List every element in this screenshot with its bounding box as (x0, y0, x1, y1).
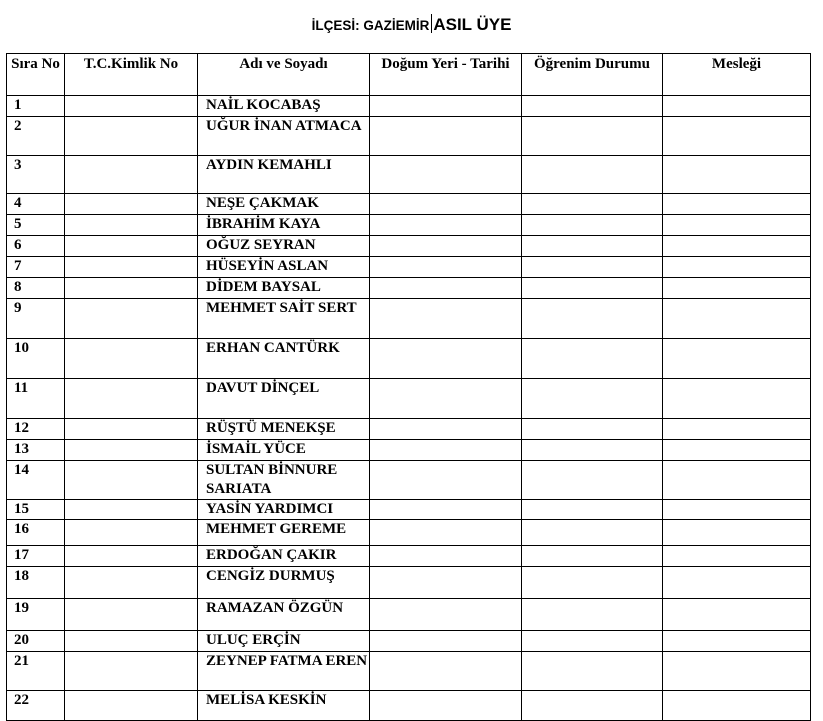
row-number: 11 (7, 379, 65, 419)
education-cell (522, 599, 663, 631)
education-cell (522, 156, 663, 194)
tc-kimlik-cell (65, 156, 198, 194)
row-number: 19 (7, 599, 65, 631)
full-name-cell: MEHMET SAİT SERT (198, 299, 370, 339)
birth-place-date-cell (370, 567, 522, 599)
tc-kimlik-cell (65, 215, 198, 236)
tc-kimlik-cell (65, 652, 198, 691)
table-row (7, 156, 811, 194)
occupation-cell (663, 440, 811, 461)
table-row (7, 278, 811, 299)
column-header-meslegi: Mesleği (663, 54, 811, 96)
education-cell (522, 419, 663, 440)
district-label: İLÇESİ: GAZİEMİR (311, 18, 430, 33)
birth-place-date-cell (370, 257, 522, 278)
column-header-dogum-yeri-tarihi: Doğum Yeri - Tarihi (370, 54, 522, 96)
occupation-cell (663, 257, 811, 278)
education-cell (522, 652, 663, 691)
occupation-cell (663, 117, 811, 156)
table-row (7, 117, 811, 156)
row-number: 22 (7, 691, 65, 721)
occupation-cell (663, 691, 811, 721)
occupation-cell (663, 461, 811, 500)
birth-place-date-cell (370, 299, 522, 339)
tc-kimlik-cell (65, 117, 198, 156)
full-name-cell: HÜSEYİN ASLAN (198, 257, 370, 278)
table-row (7, 96, 811, 117)
table-row (7, 215, 811, 236)
full-name-cell: MEHMET GEREME (198, 520, 370, 546)
birth-place-date-cell (370, 461, 522, 500)
occupation-cell (663, 215, 811, 236)
row-number: 7 (7, 257, 65, 278)
table-row (7, 599, 811, 631)
row-number: 6 (7, 236, 65, 257)
row-number: 18 (7, 567, 65, 599)
tc-kimlik-cell (65, 278, 198, 299)
education-cell (522, 299, 663, 339)
table-row (7, 652, 811, 691)
table-row (7, 379, 811, 419)
birth-place-date-cell (370, 339, 522, 379)
education-cell (522, 339, 663, 379)
occupation-cell (663, 599, 811, 631)
row-number: 14 (7, 461, 65, 500)
tc-kimlik-cell (65, 567, 198, 599)
occupation-cell (663, 96, 811, 117)
table-row (7, 461, 811, 500)
full-name-cell: İBRAHİM KAYA (198, 215, 370, 236)
birth-place-date-cell (370, 117, 522, 156)
table-row (7, 194, 811, 215)
occupation-cell (663, 520, 811, 546)
birth-place-date-cell (370, 500, 522, 520)
birth-place-date-cell (370, 379, 522, 419)
document-header (0, 14, 823, 42)
birth-place-date-cell (370, 278, 522, 299)
table-row (7, 631, 811, 652)
birth-place-date-cell (370, 631, 522, 652)
tc-kimlik-cell (65, 299, 198, 339)
occupation-cell (663, 194, 811, 215)
tc-kimlik-cell (65, 599, 198, 631)
tc-kimlik-cell (65, 440, 198, 461)
row-number: 20 (7, 631, 65, 652)
full-name-cell: ERHAN CANTÜRK (198, 339, 370, 379)
tc-kimlik-cell (65, 631, 198, 652)
occupation-cell (663, 419, 811, 440)
education-cell (522, 546, 663, 567)
column-header-tc-kimlik-no: T.C.Kimlik No (65, 54, 198, 96)
occupation-cell (663, 236, 811, 257)
birth-place-date-cell (370, 546, 522, 567)
occupation-cell (663, 299, 811, 339)
column-header-adi-soyadi: Adı ve Soyadı (198, 54, 370, 96)
table-row (7, 257, 811, 278)
education-cell (522, 440, 663, 461)
full-name-cell: ULUÇ ERÇİN (198, 631, 370, 652)
row-number: 5 (7, 215, 65, 236)
education-cell (522, 691, 663, 721)
full-name-cell: DAVUT DİNÇEL (198, 379, 370, 419)
table-row (7, 500, 811, 520)
education-cell (522, 567, 663, 599)
birth-place-date-cell (370, 194, 522, 215)
occupation-cell (663, 631, 811, 652)
table-row (7, 440, 811, 461)
row-number: 16 (7, 520, 65, 546)
birth-place-date-cell (370, 652, 522, 691)
occupation-cell (663, 652, 811, 691)
occupation-cell (663, 567, 811, 599)
occupation-cell (663, 379, 811, 419)
tc-kimlik-cell (65, 419, 198, 440)
tc-kimlik-cell (65, 379, 198, 419)
education-cell (522, 215, 663, 236)
table-header-row (7, 54, 811, 96)
full-name-cell: RÜŞTÜ MENEKŞE (198, 419, 370, 440)
table-row (7, 419, 811, 440)
full-name-cell: YASİN YARDIMCI (198, 500, 370, 520)
full-name-cell: SULTAN BİNNURE SARIATA (198, 461, 370, 500)
full-name-cell: OĞUZ SEYRAN (198, 236, 370, 257)
education-cell (522, 379, 663, 419)
full-name-cell: AYDIN KEMAHLI (198, 156, 370, 194)
table-row (7, 339, 811, 379)
birth-place-date-cell (370, 599, 522, 631)
education-cell (522, 520, 663, 546)
full-name-cell: ERDOĞAN ÇAKIR (198, 546, 370, 567)
full-name-cell: NEŞE ÇAKMAK (198, 194, 370, 215)
birth-place-date-cell (370, 520, 522, 546)
row-number: 17 (7, 546, 65, 567)
tc-kimlik-cell (65, 500, 198, 520)
row-number: 2 (7, 117, 65, 156)
row-number: 13 (7, 440, 65, 461)
education-cell (522, 500, 663, 520)
page-title: ASIL ÜYE (433, 15, 512, 34)
row-number: 15 (7, 500, 65, 520)
birth-place-date-cell (370, 156, 522, 194)
tc-kimlik-cell (65, 546, 198, 567)
row-number: 10 (7, 339, 65, 379)
education-cell (522, 257, 663, 278)
column-header-sira-no: Sıra No (7, 54, 65, 96)
full-name-cell: ZEYNEP FATMA EREN (198, 652, 370, 691)
full-name-cell: CENGİZ DURMUŞ (198, 567, 370, 599)
tc-kimlik-cell (65, 194, 198, 215)
education-cell (522, 96, 663, 117)
table-row (7, 520, 811, 546)
birth-place-date-cell (370, 691, 522, 721)
education-cell (522, 117, 663, 156)
row-number: 3 (7, 156, 65, 194)
row-number: 1 (7, 96, 65, 117)
full-name-cell: RAMAZAN ÖZGÜN (198, 599, 370, 631)
birth-place-date-cell (370, 419, 522, 440)
tc-kimlik-cell (65, 461, 198, 500)
birth-place-date-cell (370, 440, 522, 461)
row-number: 21 (7, 652, 65, 691)
birth-place-date-cell (370, 96, 522, 117)
occupation-cell (663, 546, 811, 567)
education-cell (522, 461, 663, 500)
full-name-cell: DİDEM BAYSAL (198, 278, 370, 299)
education-cell (522, 631, 663, 652)
members-table (6, 53, 811, 721)
tc-kimlik-cell (65, 691, 198, 721)
tc-kimlik-cell (65, 339, 198, 379)
full-name-cell: İSMAİL YÜCE (198, 440, 370, 461)
occupation-cell (663, 339, 811, 379)
tc-kimlik-cell (65, 257, 198, 278)
birth-place-date-cell (370, 215, 522, 236)
table-row (7, 691, 811, 721)
education-cell (522, 278, 663, 299)
tc-kimlik-cell (65, 236, 198, 257)
occupation-cell (663, 500, 811, 520)
tc-kimlik-cell (65, 96, 198, 117)
row-number: 8 (7, 278, 65, 299)
occupation-cell (663, 156, 811, 194)
birth-place-date-cell (370, 236, 522, 257)
full-name-cell: UĞUR İNAN ATMACA (198, 117, 370, 156)
education-cell (522, 236, 663, 257)
table-row (7, 546, 811, 567)
row-number: 9 (7, 299, 65, 339)
table-row (7, 236, 811, 257)
full-name-cell: MELİSA KESKİN (198, 691, 370, 721)
table-row (7, 299, 811, 339)
occupation-cell (663, 278, 811, 299)
table-row (7, 567, 811, 599)
tc-kimlik-cell (65, 520, 198, 546)
row-number: 4 (7, 194, 65, 215)
full-name-cell: NAİL KOCABAŞ (198, 96, 370, 117)
row-number: 12 (7, 419, 65, 440)
education-cell (522, 194, 663, 215)
column-header-ogrenim-durumu: Öğrenim Durumu (522, 54, 663, 96)
